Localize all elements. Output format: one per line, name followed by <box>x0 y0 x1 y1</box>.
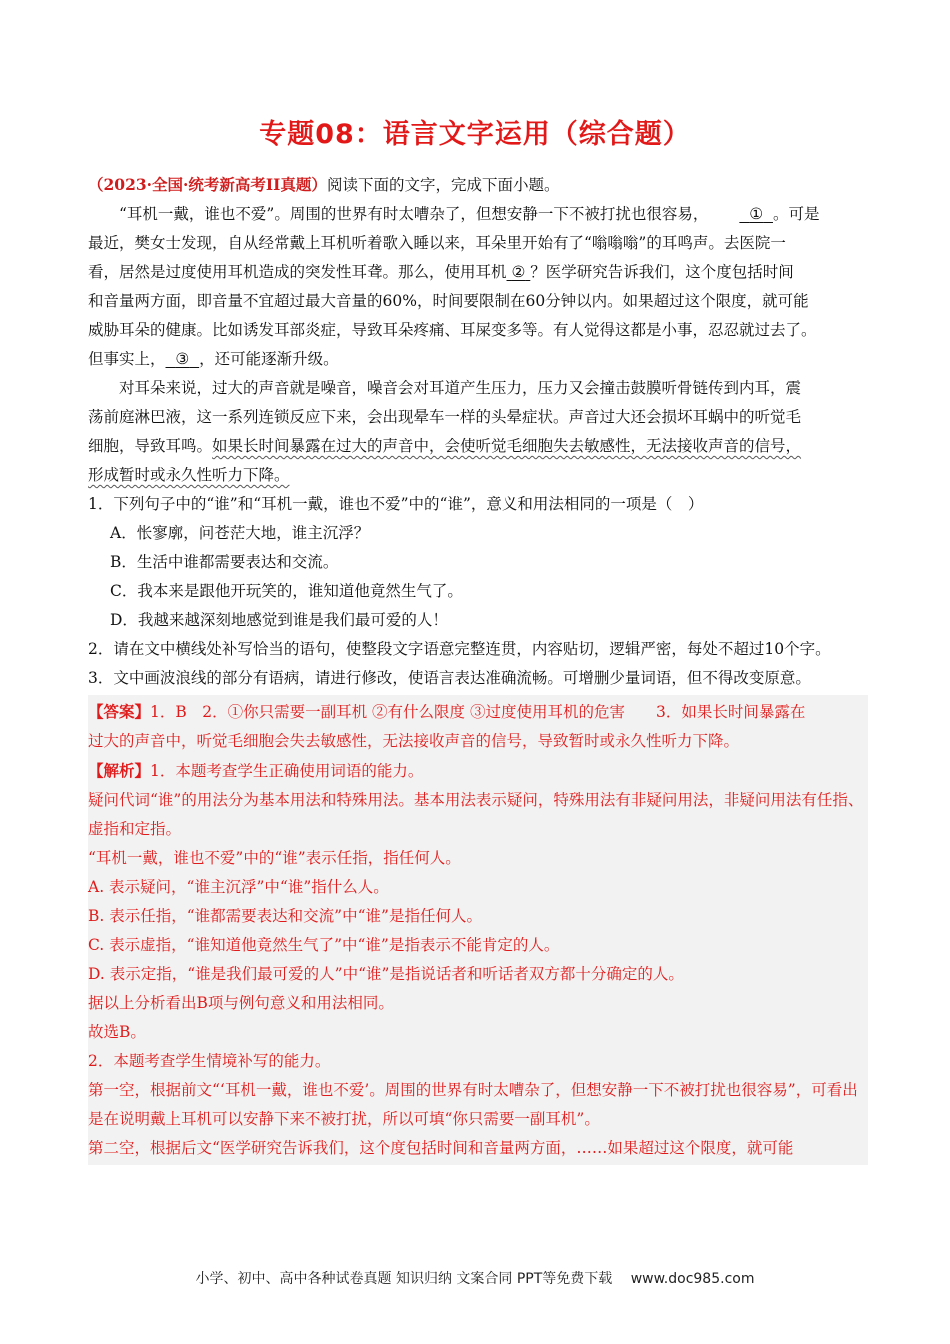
analysis-text: 2．本题考查学生情境补写的能力。 <box>88 1052 331 1070</box>
analysis-text: B. 表示任指，“谁都需要表达和交流”中“谁”是指任何人。 <box>88 907 482 925</box>
passage-text: 。可是 <box>772 205 820 223</box>
passage-text: 但事实上， <box>88 350 166 368</box>
blank-2: ② <box>511 263 526 281</box>
option-c: C．我本来是跟他开玩笑的，谁知道他竟然生气了。 <box>110 582 463 600</box>
analysis-text: 第一空，根据前文“‘耳机一戴，谁也不爱’。周围的世界有时太嘈杂了，但想安静一下不被打扰也很容易”，可看出是在说明戴上耳机可以安静下来不被打扰，所以可填“你只需要一副耳机”。 <box>88 1081 858 1128</box>
page-title: 专题08：语言文字运用（综合题） <box>259 119 691 150</box>
answer-line <box>88 697 868 727</box>
passage-text: 细胞，导致耳鸣。 <box>88 437 213 455</box>
source-line <box>88 170 868 200</box>
instruction-text: 阅读下面的文字，完成下面小题。 <box>326 176 560 194</box>
passage-text: 看，居然是过度使用耳机造成的突发性耳聋。那么，使用耳机 <box>88 263 507 281</box>
answer-analysis-block <box>88 695 868 1165</box>
question-3: 3．文中画波浪线的部分有语病，请进行修改，使语言表达准确流畅。可增删少量词语，但不得改变原意。 <box>88 669 811 687</box>
answer-text: 过大的声音中，听觉毛细胞会失去敏感性，无法接收声音的信号，导致暂时或永久性听力下降。 <box>88 732 740 750</box>
question-1: 1．下列句子中的“谁”和“耳机一戴，谁也不爱”中的“谁”，意义和用法相同的一项是（ ） <box>88 495 704 513</box>
passage-text: 荡前庭淋巴液，这一系列连锁反应下来，会出现晕车一样的头晕症状。声音过大还会损坏耳蜗中的听觉毛 <box>88 408 802 426</box>
passage-text: 最近，樊女士发现，自从经常戴上耳机听着歌入睡以来，耳朵里开始有了“嗡嗡嗡”的耳鸣声。去医院一 <box>88 234 786 252</box>
passage-text: 威胁耳朵的健康。比如诱发耳部炎症，导致耳朵疼痛、耳屎变多等。有人觉得这都是小事，忍忍就过去了。 <box>88 321 817 339</box>
analysis-text: C. 表示虚指，“谁知道他竟然生气了”中“谁”是指表示不能肯定的人。 <box>88 936 560 954</box>
analysis-tag: 【解析】 <box>88 761 151 780</box>
page-footer: 小学、初中、高中各种试卷真题 知识归纳 文案合同 PPT等免费下载 www.doc985.com <box>195 1271 755 1287</box>
content-body <box>88 170 868 1165</box>
passage-text: 和音量两方面，即音量不宜超过最大音量的60%，时间要限制在60分钟以内。如果超过这个限度，就可能 <box>88 292 809 310</box>
answer-text: 1．B 2．①你只需要一副耳机 ②有什么限度 ③过度使用耳机的危害 3．如果长时间暴露在 <box>150 703 806 721</box>
source-tag: （2023·全国·统考新高考II真题） <box>88 175 327 194</box>
analysis-text: 疑问代词“谁”的用法分为基本用法和特殊用法。基本用法表示疑问，特殊用法有非疑问用法，非疑问用法有任指、虚指和定指。 <box>88 791 864 838</box>
wavy-underlined-text: 如果长时间暴露在过大的声音中，会使听觉毛细胞失去敏感性，无法接收声音的信号， <box>212 437 802 455</box>
passage-text: 对耳朵来说，过大的声音就是噪音，噪音会对耳道产生压力，压力又会撞击鼓膜听骨链传到内耳，震 <box>119 379 802 397</box>
analysis-text: 1．本题考查学生正确使用词语的能力。 <box>150 762 424 780</box>
passage-text: ，还可能逐渐升级。 <box>199 350 339 368</box>
analysis-text: A. 表示疑问，“谁主沉浮”中“谁”指什么人。 <box>88 878 389 896</box>
analysis-line <box>88 756 868 786</box>
blank-3: ③ <box>175 350 190 368</box>
blank-1: ① <box>749 205 764 223</box>
option-b: B．生活中谁都需要表达和交流。 <box>110 553 339 571</box>
passage-paragraph-1 <box>88 200 868 374</box>
passage-paragraph-2 <box>88 374 868 490</box>
analysis-text: 据以上分析看出B项与例句意义和用法相同。 <box>88 994 394 1012</box>
analysis-text: 第二空，根据后文“医学研究告诉我们，这个度包括时间和音量两方面，……如果超过这个限度，就可能 <box>88 1139 794 1157</box>
analysis-text: “耳机一戴，谁也不爱”中的“谁”表示任指，指任何人。 <box>88 849 461 867</box>
analysis-text: 故选B。 <box>88 1023 146 1041</box>
question-2: 2．请在文中横线处补写恰当的语句，使整段文字语意完整连贯，内容贴切，逻辑严密，每处不超过10个字。 <box>88 640 831 658</box>
wavy-underlined-text: 形成暂时或永久性听力下降。 <box>88 466 290 484</box>
analysis-text: D. 表示定指，“谁是我们最可爱的人”中“谁”是指说话者和听话者双方都十分确定的人。 <box>88 965 684 983</box>
passage-text: ？医学研究告诉我们，这个度包括时间 <box>530 263 794 281</box>
option-a: A．怅寥廓，问苍茫大地，谁主沉浮？ <box>110 524 370 542</box>
passage-text: “耳机一戴，谁也不爱”。周围的世界有时太嘈杂了，但想安静一下不被打扰也很容易， <box>119 205 709 223</box>
answer-tag: 【答案】 <box>88 702 151 721</box>
option-d: D．我越来越深刻地感觉到谁是我们最可爱的人！ <box>110 611 448 629</box>
